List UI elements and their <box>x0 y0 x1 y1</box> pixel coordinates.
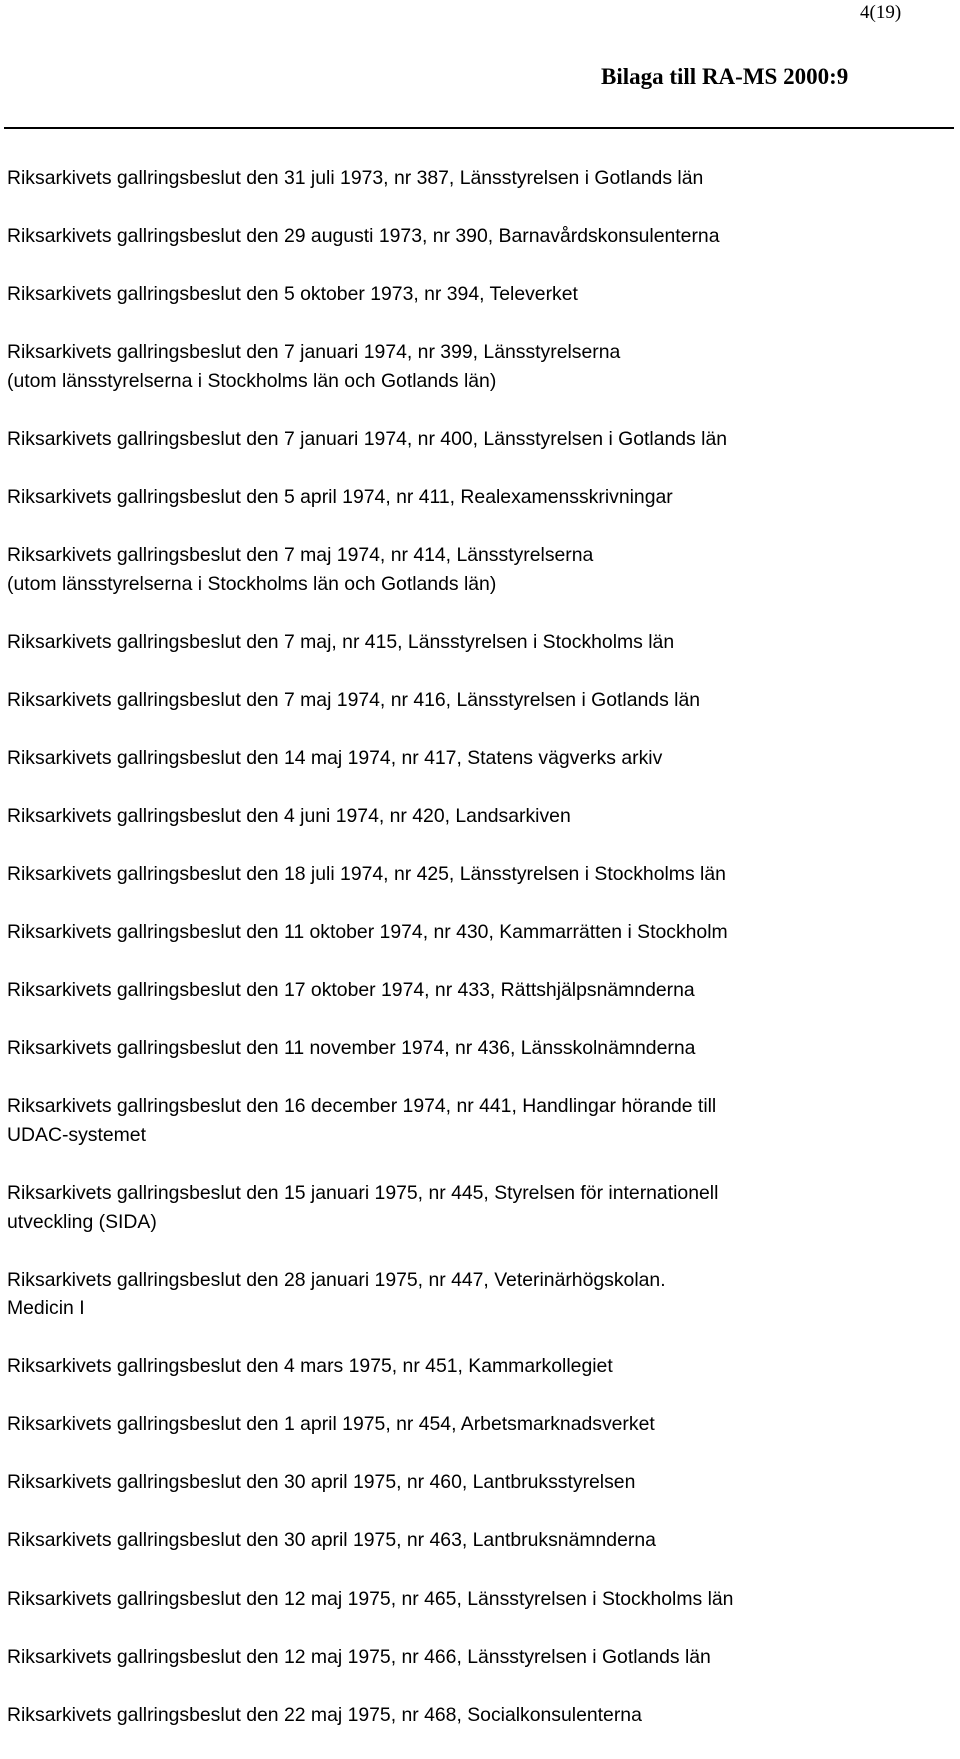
decision-entry-line: Riksarkivets gallringsbeslut den 4 juni 1974, nr 420, Landsarkiven <box>7 804 571 827</box>
decision-entry-line: Riksarkivets gallringsbeslut den 7 januari 1974, nr 399, Länsstyrelserna <box>7 341 621 364</box>
decision-entry-line: Riksarkivets gallringsbeslut den 30 april 1975, nr 460, Lantbruksstyrelsen <box>7 1471 636 1494</box>
decision-entry <box>7 338 959 395</box>
decision-entry <box>7 1643 959 1672</box>
decision-entry <box>7 1034 959 1063</box>
decision-entry-line: Riksarkivets gallringsbeslut den 11 november 1974, nr 436, Länsskolnämnderna <box>7 1037 696 1060</box>
decision-entry-line: Medicin I <box>7 1297 85 1320</box>
decision-entry-line: Riksarkivets gallringsbeslut den 29 augusti 1973, nr 390, Barnavårdskonsulenterna <box>7 225 720 248</box>
decision-list <box>7 164 959 1759</box>
decision-entry <box>7 483 959 512</box>
decision-entry <box>7 1526 959 1555</box>
decision-entry-line: Riksarkivets gallringsbeslut den 30 april 1975, nr 463, Lantbruksnämnderna <box>7 1529 656 1552</box>
appendix-title: Bilaga till RA-MS 2000:9 <box>601 64 849 89</box>
decision-entry <box>7 1092 959 1149</box>
decision-entry <box>7 918 959 947</box>
decision-entry <box>7 744 959 773</box>
page-number: 4(19) <box>860 2 902 23</box>
decision-entry-line: (utom länsstyrelserna i Stockholms län och Gotlands län) <box>7 369 497 392</box>
decision-entry-line: Riksarkivets gallringsbeslut den 15 januari 1975, nr 445, Styrelsen för internationell <box>7 1182 719 1204</box>
decision-entry <box>7 541 959 598</box>
decision-entry-line: Riksarkivets gallringsbeslut den 4 mars 1975, nr 451, Kammarkollegiet <box>7 1355 613 1378</box>
header-rule <box>4 127 954 129</box>
decision-entry-line: Riksarkivets gallringsbeslut den 11 oktober 1974, nr 430, Kammarrätten i Stockholm <box>7 921 728 944</box>
decision-entry-line: Riksarkivets gallringsbeslut den 12 maj 1975, nr 465, Länsstyrelsen i Stockholms län <box>7 1587 734 1610</box>
decision-entry-line: Riksarkivets gallringsbeslut den 28 januari 1975, nr 447, Veterinärhögskolan. <box>7 1268 666 1291</box>
decision-entry-line: Riksarkivets gallringsbeslut den 7 maj, nr 415, Länsstyrelsen i Stockholms län <box>7 630 675 653</box>
decision-entry <box>7 1468 959 1497</box>
decision-entry <box>7 1585 959 1614</box>
decision-entry-line: Riksarkivets gallringsbeslut den 5 oktober 1973, nr 394, Televerket <box>7 283 578 306</box>
decision-entry-line: Riksarkivets gallringsbeslut den 14 maj 1974, nr 417, Statens vägverks arkiv <box>7 746 663 769</box>
decision-entry-line: Riksarkivets gallringsbeslut den 7 maj 1974, nr 416, Länsstyrelsen i Gotlands län <box>7 688 701 711</box>
decision-entry-line: utveckling (SIDA) <box>7 1210 157 1233</box>
decision-entry-line: Riksarkivets gallringsbeslut den 12 maj 1975, nr 466, Länsstyrelsen i Gotlands län <box>7 1645 711 1668</box>
decision-entry-line: Riksarkivets gallringsbeslut den 1 april 1975, nr 454, Arbetsmarknadsverket <box>7 1413 655 1436</box>
decision-entry <box>7 1352 959 1381</box>
decision-entry <box>7 686 959 715</box>
decision-entry-line: UDAC-systemet <box>7 1123 146 1146</box>
decision-entry <box>7 280 959 309</box>
decision-entry <box>7 1410 959 1439</box>
decision-entry-line: Riksarkivets gallringsbeslut den 17 oktober 1974, nr 433, Rättshjälpsnämnderna <box>7 979 695 1002</box>
decision-entry <box>7 1179 959 1236</box>
decision-entry <box>7 222 959 251</box>
decision-entry-line: (utom länsstyrelserna i Stockholms län och Gotlands län) <box>7 572 497 595</box>
decision-entry-line: Riksarkivets gallringsbeslut den 22 maj 1975, nr 468, Socialkonsulenterna <box>7 1703 642 1726</box>
decision-entry <box>7 425 959 454</box>
decision-entry <box>7 628 959 657</box>
decision-entry-line: Riksarkivets gallringsbeslut den 31 juli 1973, nr 387, Länsstyrelsen i Gotlands län <box>7 167 704 189</box>
decision-entry <box>7 1701 959 1730</box>
decision-entry <box>7 164 959 193</box>
decision-entry <box>7 1266 959 1323</box>
decision-entry <box>7 860 959 889</box>
decision-entry-line: Riksarkivets gallringsbeslut den 18 juli 1974, nr 425, Länsstyrelsen i Stockholms län <box>7 863 726 886</box>
decision-entry-line: Riksarkivets gallringsbeslut den 16 december 1974, nr 441, Handlingar hörande till <box>7 1095 717 1118</box>
decision-entry-line: Riksarkivets gallringsbeslut den 7 maj 1974, nr 414, Länsstyrelserna <box>7 544 594 567</box>
decision-entry <box>7 976 959 1005</box>
decision-entry <box>7 802 959 831</box>
decision-entry-line: Riksarkivets gallringsbeslut den 5 april 1974, nr 411, Realexamensskrivningar <box>7 485 673 508</box>
decision-entry-line: Riksarkivets gallringsbeslut den 7 januari 1974, nr 400, Länsstyrelsen i Gotlands län <box>7 427 728 450</box>
